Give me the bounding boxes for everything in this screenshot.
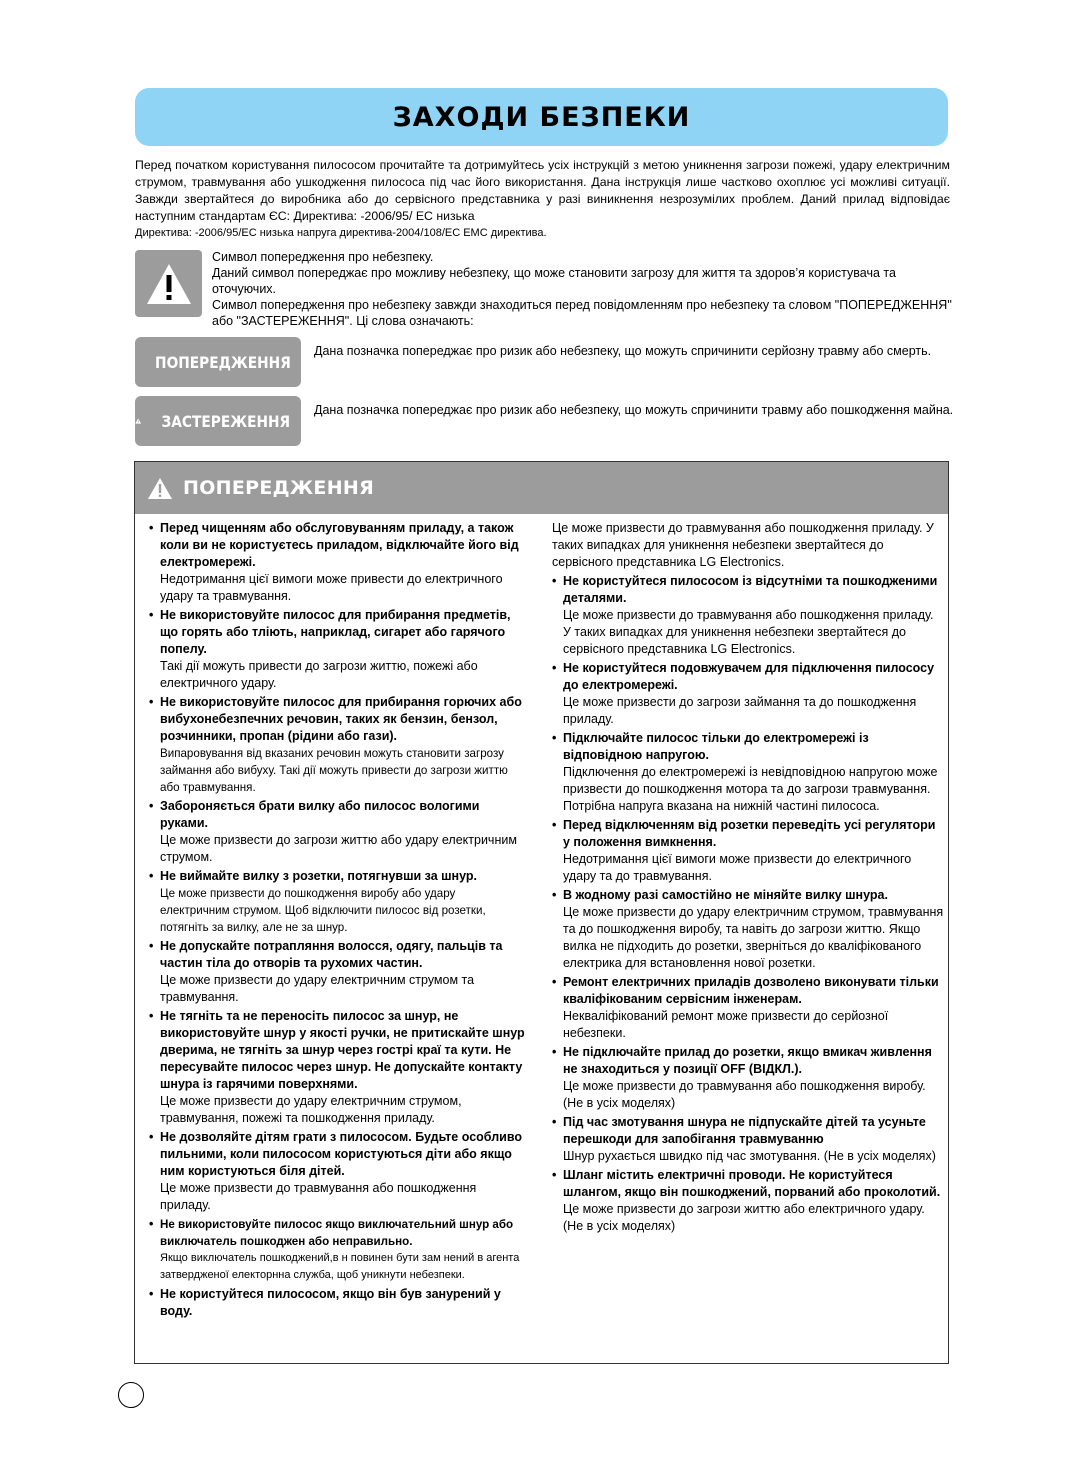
item-desc: Це може призвести до удару електричним струмом та травмування.: [160, 973, 475, 1004]
intro-text: [135, 157, 950, 242]
item-desc: Підключення до електромережі із невідповідною напругою може призвести до пошкодження мотора та до загрози травмування. Потрібна напруга вказана на нижній частині пилососа.: [563, 765, 938, 813]
bullet: •: [149, 608, 154, 622]
item-desc: Це може призвести до загрози займання та до пошкодження приладу.: [563, 695, 917, 726]
bullet: •: [149, 869, 154, 883]
item-desc: Недотримання цієї вимоги може привести до електричного удару та травмування.: [160, 572, 503, 603]
bullet: •: [552, 1115, 557, 1129]
symbol-line: Символ попередження про небезпеку завжди знаходиться перед повідомленням про небезпеку та словом "ПОПЕРЕДЖЕННЯ" або "ЗАСТЕРЕЖЕННЯ". Ці слова означають:: [212, 298, 952, 328]
item-desc: Це може призвести до травмування або пошкодження приладу. У таких випадках для уникнення небезпеки звертайтеся до сервісного представника LG Electronics.: [563, 608, 934, 656]
warning-badge-label: ПОПЕРЕДЖЕННЯ: [155, 352, 291, 372]
warning-triangle-icon: [135, 411, 141, 431]
list-item: [149, 1286, 527, 1320]
list-item: [552, 660, 944, 728]
list-item: [552, 1044, 944, 1112]
warning-triangle-icon: [147, 477, 173, 500]
item-title: Забороняється брати вилку або пилосос вологими руками.: [160, 799, 480, 830]
list-item: [149, 798, 527, 866]
item-desc: Це може призвести до удару електричним струмом, травмування, пожежі та пошкодження приладу.: [160, 1094, 462, 1125]
item-title: Не використовуйте пилосос для прибирання предметів, що горять або тліють, наприклад, сигарет або гарячого попелу.: [160, 608, 511, 656]
warning-column-left: [149, 520, 527, 1322]
item-desc: Це може призвести до пошкодження виробу або удару електричним струмом. Щоб відключити пилосос від розетки, потягніть за вилку, але не за шнур.: [160, 887, 486, 934]
bullet: •: [149, 521, 154, 535]
item-title: Перед чищенням або обслуговуванням приладу, а також коли ви не користуєтесь приладом, відключайте його від електромережі.: [160, 521, 519, 569]
page-title: ЗАХОДИ БЕЗПЕКИ: [392, 101, 691, 133]
bullet: •: [552, 731, 557, 745]
bullet: •: [149, 1217, 154, 1231]
intro-tail: Директива: -2006/95/EC низька напруга директива-2004/108/EC EMC директива.: [135, 227, 547, 239]
list-item: [149, 938, 527, 1006]
item-title: Не тягніть та не переносіть пилосос за шнур, не використовуйте шнур у якості ручки, не притискайте шнур дверима, не тягніть за шнур через гострі краї та кути. Не пересувайте пилосос через шнур. Не допускайте контакту шнура із гарячими поверхнями.: [160, 1009, 525, 1091]
item-title: В жодному разі самостійно не міняйте вилку шнура.: [563, 888, 888, 902]
warning-triangle-icon: [135, 250, 202, 317]
item-desc: Це може призвести до загрози життю або удару електричним струмом.: [160, 833, 517, 864]
list-item: [149, 694, 527, 796]
item-title: Шланг містить електричні проводи. Не користуйтеся шлангом, якщо він пошкоджений, порваний або проколотий.: [563, 1168, 941, 1199]
symbol-line: Символ попередження про небезпеку.: [212, 250, 434, 264]
item-desc: Такі дії можуть привести до загрози життю, пожежі або електричного удару.: [160, 659, 478, 690]
item-desc: Якщо виключатель пошкоджений,в н повинен бути зам нений в агента затвердженої електорнна служба, щоб уникнути небезпеки.: [160, 1252, 520, 1281]
list-item: [552, 573, 944, 658]
item-title: Підключайте пилосос тільки до електромережі із відповідною напругою.: [563, 731, 869, 762]
item-title: Не використовуйте пилосос для прибирання горючих або вибухонебезпечних речовин, таких як бензин, бензол, розчинники, пропан (рідини або гази).: [160, 695, 522, 743]
item-desc: Це може призвести до травмування або пошкодження виробу.(Не в усіх моделях): [563, 1079, 926, 1110]
intro-main: Перед початком користування пилососом прочитайте та дотримуйтесь усіх інструкцій з метою уникнення загрози пожежі, удару електричним струмом, травмування або ушкодження пилососа під час його використання. Дана інструкція лише частково охоплює усі можливі ситуації. Завжди звертайтеся до виробника або до сервісного представника у разі виникнення незрозумілих проблем. Даний прилад відповідає наступним стандартам ЄС: Директива: -2006/95/ EC низька: [135, 158, 950, 223]
warning-badge-text: [314, 343, 954, 360]
item-title: Перед відключенням від розетки переведіть усі регулятори у положення вимкнення.: [563, 818, 936, 849]
warning-section: [134, 461, 949, 1364]
bullet: •: [149, 1287, 154, 1301]
continuation-text: Це може призвести до травмування або пошкодження приладу. У таких випадках для уникнення небезпеки звертайтеся до сервісного представника LG Electronics.: [552, 521, 934, 569]
bullet: •: [552, 975, 557, 989]
list-item: [552, 1114, 944, 1165]
bullet: •: [149, 799, 154, 813]
item-desc: Це може призвести до удару електричним струмом, травмування та до пошкодження виробу, та навіть до загрози життю. Якщо вилка не підходить до розетки, зверніться до кваліфікованого електрика для встановлення нової розетки.: [563, 905, 944, 970]
bullet: •: [552, 818, 557, 832]
bullet: •: [552, 661, 557, 675]
item-title: Не користуйтеся подовжувачем для підключення пилососу до електромережі.: [563, 661, 935, 692]
item-desc: Шнур рухається швидко під час змотування. (Не в усіх моделях): [563, 1149, 936, 1163]
item-title: Не дозволяйте дітям грати з пилососом. Будьте особливо пильними, коли пилососом користуються діти або якщо ним користуються біля дітей.: [160, 1130, 522, 1178]
caution-badge-label: ЗАСТЕРЕЖЕННЯ: [161, 411, 291, 431]
warning-section-header: [135, 462, 948, 514]
list-item: [149, 1008, 527, 1127]
item-desc: Випаровування від вказаних речовин можуть становити загрозу займання або вибуху. Такі дії можуть привести до загрози життю або травмування.: [160, 747, 508, 794]
list-item: [552, 974, 944, 1042]
item-title: Не підключайте прилад до розетки, якщо вмикач живлення не знаходиться у позиції OFF (ВІДКЛ.).: [563, 1045, 932, 1076]
list-item: [552, 730, 944, 815]
list-item: [149, 1216, 527, 1284]
list-item: [552, 817, 944, 885]
item-title: Під час змотування шнура не підпускайте дітей та усуньте перешкоди для запобігання травмуванню: [563, 1115, 926, 1146]
warning-badge-description: Дана позначка попереджає про ризик або небезпеку, що можуть спричинити серйозну травму або смерть.: [314, 344, 932, 358]
item-title: Не допускайте потрапляння волосся, одягу, пальців та частин тіла до отворів та рухомих частин.: [160, 939, 503, 970]
symbol-line: Даний символ попереджає про можливу небезпеку, що може становити загрозу для життя та здоров’я користувача та оточуючих.: [212, 266, 896, 296]
caution-badge-description: Дана позначка попереджає про ризик або небезпеку, що можуть спричинити травму або пошкодження майна.: [314, 403, 954, 417]
warning-column-right: [552, 520, 944, 1237]
bullet: •: [149, 1130, 154, 1144]
item-title: Не користуйтеся пилососом із відсутніми та пошкодженими деталями.: [563, 574, 938, 605]
list-item: [149, 868, 527, 936]
item-desc: Це може призвести до загрози життю або електричного удару.(Не в усіх моделях): [563, 1202, 925, 1233]
list-item: [149, 520, 527, 605]
item-desc: Недотримання цієї вимоги може призвести до електричного удару та до травмування.: [563, 852, 912, 883]
list-item: [149, 1129, 527, 1214]
bullet: •: [552, 574, 557, 588]
warning-badge: [135, 337, 301, 387]
page-number-circle: [118, 1382, 144, 1408]
title-bar: [135, 88, 948, 146]
warning-section-title: ПОПЕРЕДЖЕННЯ: [183, 477, 375, 499]
caution-badge-text: [314, 402, 954, 419]
item-title: Не використовуйте пилосос якщо виключательний шнур або виключатель пошкоджен або неправильно.: [160, 1218, 514, 1248]
item-title: Не користуйтеся пилососом, якщо він був занурений у воду.: [160, 1287, 501, 1318]
caution-badge: [135, 396, 301, 446]
bullet: •: [552, 888, 557, 902]
item-desc: Некваліфікований ремонт може призвести до серйозної небезпеки.: [563, 1009, 889, 1040]
list-item: [149, 607, 527, 692]
list-item: [552, 1167, 944, 1235]
item-title: Не виймайте вилку з розетки, потягнувши за шнур.: [160, 869, 477, 883]
bullet: •: [552, 1168, 557, 1182]
bullet: •: [149, 695, 154, 709]
bullet: •: [552, 1045, 557, 1059]
bullet: •: [149, 1009, 154, 1023]
list-item: [552, 887, 944, 972]
bullet: •: [149, 939, 154, 953]
symbol-description: [212, 249, 952, 329]
item-title: Ремонт електричних приладів дозволено виконувати тільки кваліфікованим сервісним інженерам.: [563, 975, 939, 1006]
item-desc: Це може призвести до травмування або пошкодження приладу.: [160, 1181, 477, 1212]
